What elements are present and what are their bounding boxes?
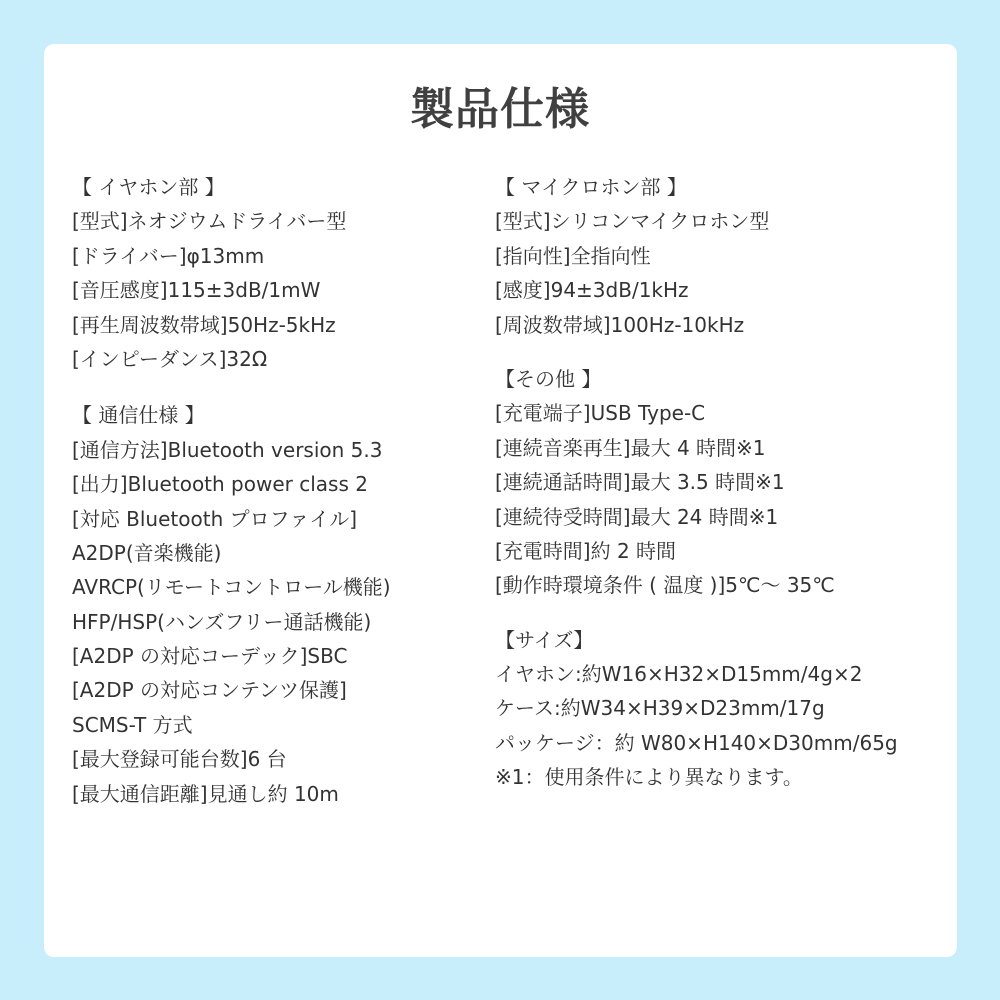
earphone-heading: 【 イヤホン部 】 [72,175,225,199]
spec-line: [指向性]全指向性 [495,243,651,268]
spec-line: パッケージ：約 W80×H140×D30mm/65g [495,730,898,755]
comm-section [72,398,482,811]
other-section [495,362,965,603]
spec-line: [型式]シリコンマイクロホン型 [495,209,770,234]
spec-line: [出力]Bluetooth power class 2 [72,472,368,497]
mic-heading: 【 マイクロホン部 】 [495,175,687,199]
spec-line: [充電端子]USB Type-C [495,401,706,426]
spec-line: [音圧感度]115±3dB/1mW [72,278,321,303]
spec-line: [再生周波数帯域]50Hz-5kHz [72,312,336,337]
spec-line: [動作時環境条件 ( 温度 )]5℃～ 35℃ [495,573,835,598]
earphone-section [72,170,482,376]
spec-line: [充電時間]約 2 時間 [495,538,677,563]
spec-line: [最大通信距離]見通し約 10m [72,781,339,806]
spec-line: A2DP(音楽機能) [72,540,222,565]
spec-line: [インピーダンス]32Ω [72,346,268,371]
spec-line: [型式]ネオジウムドライバー型 [72,209,347,234]
right-column [495,170,965,795]
mic-section [495,170,965,342]
left-column [72,170,482,811]
spec-line: [通信方法]Bluetooth version 5.3 [72,437,383,462]
spec-line: [ドライバー]φ13mm [72,243,265,268]
spec-line: [最大登録可能台数]6 台 [72,747,287,772]
spec-line: ※1：使用条件により異なります。 [495,765,803,790]
comm-heading: 【 通信仕様 】 [72,403,205,428]
spec-line: [周波数帯域]100Hz-10kHz [495,312,745,337]
page-title: 製品仕様 [410,84,590,135]
spec-line: SCMS-T 方式 [72,712,193,737]
spec-line: HFP/HSP(ハンズフリー通話機能) [72,609,372,634]
spec-line: [連続音楽再生]最大 4 時間※1 [495,435,766,460]
spec-line: イヤホン:約W16×H32×D15mm/4g×2 [495,662,863,687]
spec-line: [連続待受時間]最大 24 時間※1 [495,504,779,529]
spec-line: [対応 Bluetooth プロファイル] [72,506,358,531]
size-section [495,623,965,795]
spec-line: [連続通話時間]最大 3.5 時間※1 [495,470,785,495]
spec-line: AVRCP(リモートコントロール機能) [72,575,391,600]
spec-line: [感度]94±3dB/1kHz [495,278,689,303]
other-heading: 【その他 】 [495,366,602,391]
spec-line: [A2DP の対応コンテンツ保護] [72,678,347,703]
spec-line: ケース:約W34×H39×D23mm/17g [495,696,825,721]
size-heading: 【サイズ】 [495,627,594,652]
spec-line: [A2DP の対応コーデック]SBC [72,644,348,669]
